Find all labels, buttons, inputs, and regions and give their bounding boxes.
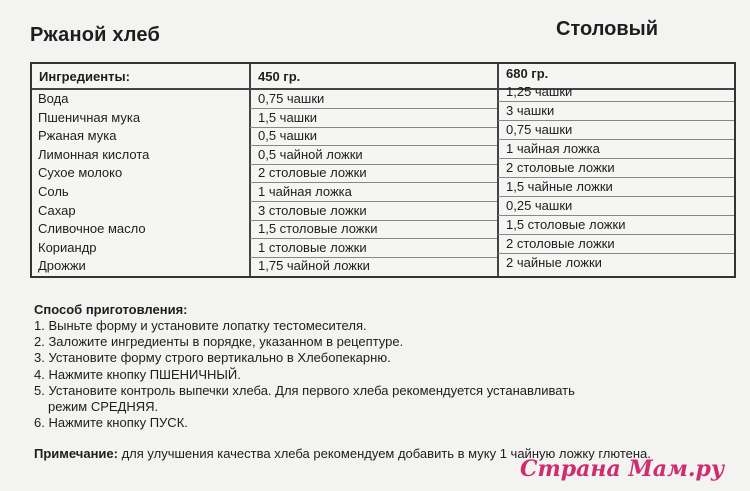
ingredient-name: Ржаная мука (38, 128, 117, 144)
row-separator (498, 253, 734, 254)
ingredient-name: Дрожжи (38, 258, 86, 274)
amount-680g: 1,25 чашки (506, 84, 573, 99)
ingredient-name: Пшеничная мука (38, 109, 141, 125)
amount-450g: 3 столовые ложки (258, 202, 367, 218)
method-step: 2. Заложите ингредиенты в порядке, указанном в рецептуре. (34, 334, 404, 349)
ingredient-name: Сахар (38, 202, 76, 218)
ingredient-name: Кориандр (38, 239, 97, 255)
amount-680g: 2 столовые ложки (506, 160, 615, 175)
method-step: 1. Выньте форму и установите лопатку тестомесителя. (34, 318, 367, 333)
amount-680g: 1,5 столовые ложки (506, 217, 626, 232)
amount-450g: 1,75 чайной ложки (258, 258, 370, 274)
amount-450g: 0,75 чашки (258, 91, 325, 106)
amount-680g: 0,75 чашки (506, 122, 573, 137)
site-watermark: Страна Мам.ру (520, 456, 725, 482)
method-step: 6. Нажмите кнопку ПУСК. (34, 415, 188, 430)
recipe-subtitle: Столовый (556, 18, 659, 40)
amount-450g: 2 столовые ложки (258, 165, 367, 181)
method-step: 4. Нажмите кнопку ПШЕНИЧНЫЙ. (34, 367, 241, 382)
ingredient-name: Сливочное масло (38, 221, 146, 237)
method-step: 3. Установите форму строго вертикально в Хлебопекарню. (34, 350, 391, 365)
bleed-through-text (706, 26, 750, 40)
amount-680g: 3 чашки (506, 103, 555, 118)
method-step: 5. Установите контроль выпечки хлеба. Для первого хлеба рекомендуется устанавливать (34, 383, 575, 398)
row-separator (498, 101, 734, 102)
header-ingredients: Ингредиенты: (39, 69, 130, 84)
amount-450g: 1,5 чашки (258, 109, 318, 125)
amount-680g: 2 чайные ложки (506, 255, 602, 270)
ingredients-table (30, 62, 736, 278)
amount-450g: 0,5 чашки (258, 128, 318, 144)
note-label: Примечание: (34, 446, 118, 461)
amount-450g: 1,5 столовые ложки (258, 221, 378, 237)
amount-680g: 1 чайная ложка (506, 141, 600, 156)
ingredient-name: Лимонная кислота (38, 146, 150, 162)
row-separator (498, 234, 734, 235)
amount-680g: 2 столовые ложки (506, 236, 615, 251)
header-450g: 450 гр. (258, 69, 301, 84)
row-separator (498, 215, 734, 216)
amount-680g: 0,25 чашки (506, 198, 573, 213)
row-separator (498, 120, 734, 121)
row-separator (498, 158, 734, 159)
ingredient-name: Вода (38, 91, 69, 106)
amount-680g: 1,5 чайные ложки (506, 179, 613, 194)
row-separator (498, 139, 734, 140)
column-divider (497, 64, 499, 276)
header-680g: 680 гр. (506, 66, 549, 81)
ingredient-name: Соль (38, 184, 69, 199)
row-separator (498, 177, 734, 178)
column-divider (249, 64, 251, 276)
amount-450g: 0,5 чайной ложки (258, 146, 363, 162)
note-text: для улучшения качества хлеба рекомендуем добавить в муку 1 чайную ложку глютена. (117, 446, 651, 461)
method-title: Способ приготовления: (34, 302, 188, 317)
recipe-title: Ржаной хлеб (30, 24, 161, 46)
method-step-continued: режим СРЕДНЯЯ. (48, 399, 159, 414)
amount-450g: 1 столовые ложки (258, 239, 367, 255)
header-divider (32, 88, 734, 90)
row-separator (498, 196, 734, 197)
ingredient-name: Сухое молоко (38, 165, 123, 181)
amount-450g: 1 чайная ложка (258, 184, 352, 199)
